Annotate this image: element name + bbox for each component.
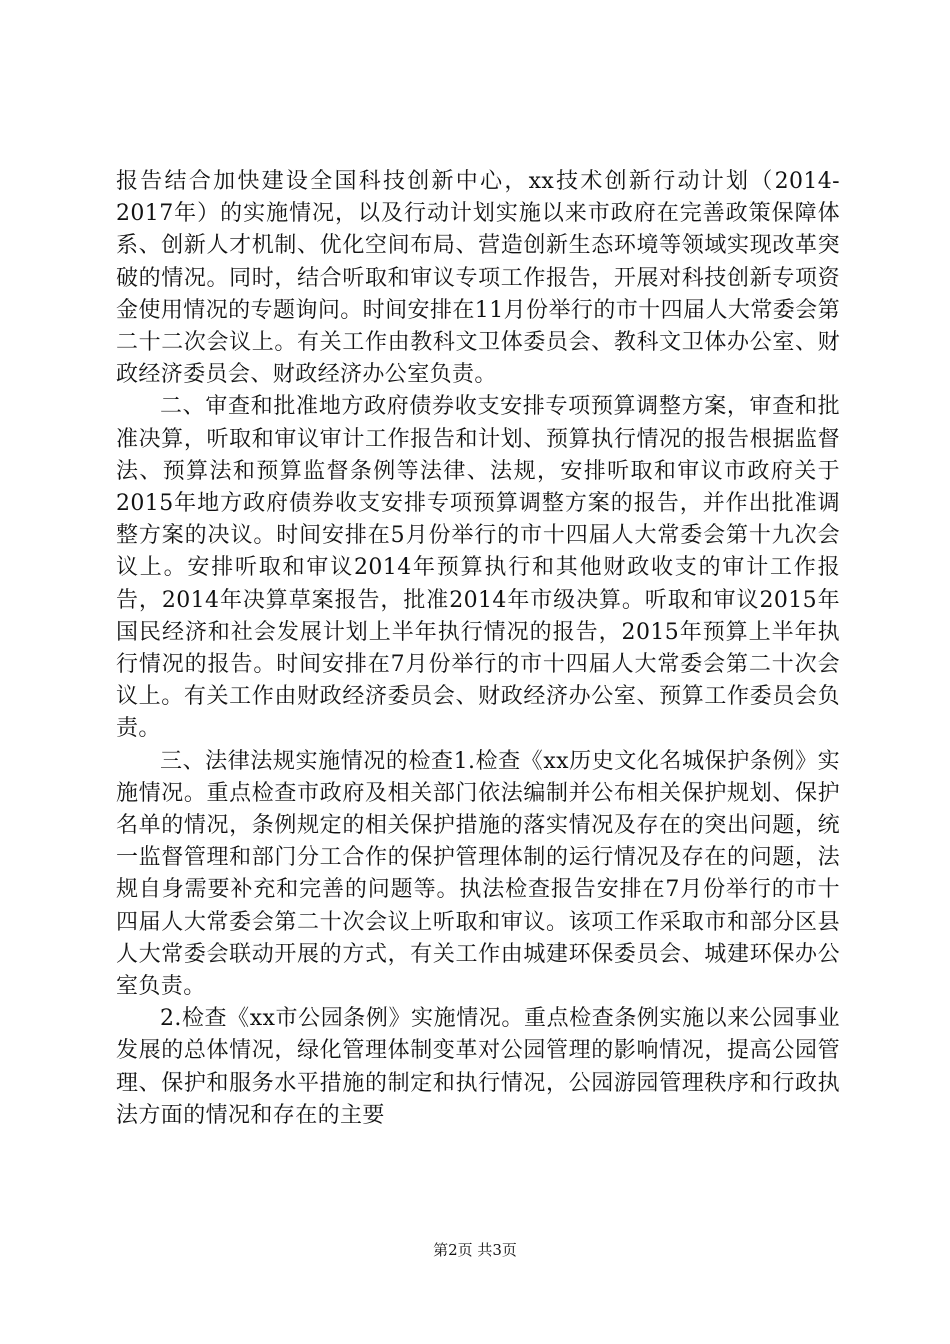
paragraph-2: 二、审查和批准地方政府债券收支安排专项预算调整方案，审查和批准决算，听取和审议审计工作报告和计划、预算执行情况的报告根据监督法、预算法和预算监督条例等法律、法规，安排听取和审议市政府关于2015年地方政府债券收支安排专项预算调整方案的报告，并作出批准调整方案的决议。时间安排在5月份举行的市十四届人大常委会第十九次会议上。安排听取和审议2014年预算执行和其他财政收支的审计工作报告，2014年决算草案报告，批准2014年市级决算。听取和审议2015年国民经济和社会发展计划上半年执行情况的报告，2015年预算上半年执行情况的报告。时间安排在7月份举行的市十四届人大常委会第二十次会议上。有关工作由财政经济委员会、财政经济办公室、预算工作委员会负责。: [116, 394, 840, 742]
paragraph-4: 2.检查《xx市公园条例》实施情况。重点检查条例实施以来公园事业发展的总体情况，绿化管理体制变革对公园管理的影响情况，提高公园管理、保护和服务水平措施的制定和执行情况，公园游园管理秩序和行政执法方面的情况和存在的主要: [116, 1006, 840, 1128]
document-body: [116, 166, 840, 1132]
page-number-footer: 第2页 共3页: [433, 1241, 517, 1259]
paragraph-3: 三、法律法规实施情况的检查1.检查《xx历史文化名城保护条例》实施情况。重点检查市政府及相关部门依法编制并公布相关保护规划、保护名单的情况，条例规定的相关保护措施的落实情况及存在的突出问题，统一监督管理和部门分工合作的保护管理体制的运行情况及存在的问题，法规自身需要补充和完善的问题等。执法检查报告安排在7月份举行的市十四届人大常委会第二十次会议上听取和审议。该项工作采取市和部分区县人大常委会联动开展的方式，有关工作由城建环保委员会、城建环保办公室负责。: [116, 748, 840, 1000]
paragraph-1: 报告结合加快建设全国科技创新中心，xx技术创新行动计划（2014-2017年）的实施情况，以及行动计划实施以来市政府在完善政策保障体系、创新人才机制、优化空间布局、营造创新生态环境等领域实现改革突破的情况。同时，结合听取和审议专项工作报告，开展对科技创新专项资金使用情况的专题询问。时间安排在11月份举行的市十四届人大常委会第二十二次会议上。有关工作由教科文卫体委员会、教科文卫体办公室、财政经济委员会、财政经济办公室负责。: [116, 169, 840, 388]
